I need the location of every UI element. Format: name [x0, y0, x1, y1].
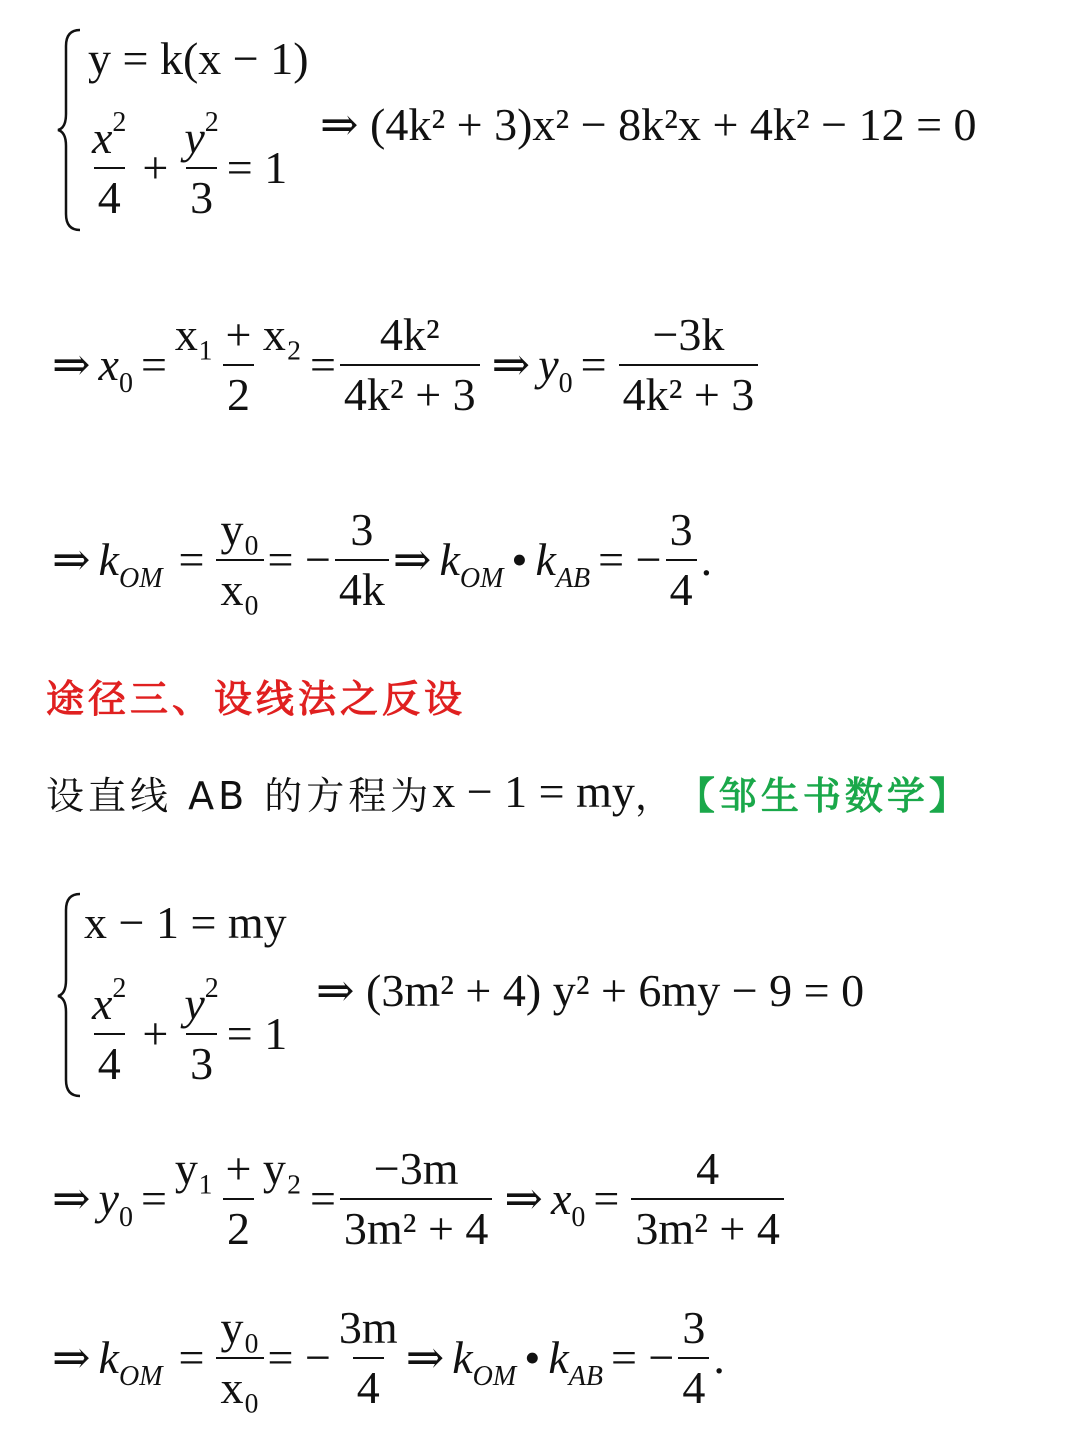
brand-tag: 【邹生书数学】 — [676, 773, 971, 818]
fraction — [216, 504, 263, 615]
math-token: k — [535, 534, 556, 585]
math-token: k — [452, 1332, 473, 1383]
numerator: 3 — [682, 1302, 706, 1353]
math-token: ⇒ (3m² + 4) y² + 6my − 9 = 0 — [316, 965, 865, 1016]
numerator: 4k² — [379, 309, 440, 360]
math-token: • — [524, 1332, 541, 1383]
math-token — [98, 1173, 133, 1233]
subscript: 0 — [118, 368, 133, 399]
superscript: 2 — [112, 973, 127, 1004]
setup-text: 设直线 AB 的方程为 — [46, 773, 433, 818]
numerator — [88, 973, 130, 1033]
math-token: = — [178, 534, 205, 585]
slope-product-line-m — [52, 1296, 725, 1420]
denominator: x₀ — [216, 559, 263, 613]
math-token: y — [184, 978, 205, 1029]
subscript — [569, 1361, 603, 1392]
math-token: ⇒ — [52, 339, 91, 390]
math-token: x − 1 = my — [84, 897, 287, 948]
denominator: 3 — [186, 1033, 217, 1087]
numerator: −3m — [373, 1143, 459, 1194]
numerator: y₀ — [220, 504, 260, 555]
math-token: + — [142, 1008, 169, 1059]
numerator — [88, 107, 130, 167]
fraction — [216, 1302, 263, 1413]
math-token: + — [142, 142, 169, 193]
math-token: . — [700, 534, 713, 585]
math-token: k — [439, 534, 460, 585]
math-token: x — [550, 1173, 572, 1224]
denominator: 4 — [666, 559, 697, 613]
fraction — [335, 504, 389, 615]
quadratic-result-1 — [320, 100, 977, 150]
fraction — [340, 1143, 493, 1254]
math-token — [98, 339, 133, 399]
math-token: ⇒ — [504, 1173, 543, 1224]
subscript — [556, 563, 590, 594]
math-token: OM — [459, 563, 504, 594]
numerator: 4 — [696, 1143, 720, 1194]
subscript — [460, 563, 504, 594]
math-token — [535, 534, 591, 594]
numerator: 3 — [350, 504, 374, 555]
math-token: = — [178, 1332, 205, 1383]
math-token: AB — [568, 1361, 603, 1392]
system-equation-line: y = k(x − 1) — [88, 33, 309, 84]
subscript — [119, 563, 163, 594]
math-token — [98, 534, 163, 594]
superscript: 2 — [204, 973, 219, 1004]
math-token: . — [713, 1332, 725, 1383]
fraction-y0 — [619, 309, 759, 420]
numerator: 3 — [669, 504, 693, 555]
line-equation: x − 1 = my — [432, 766, 635, 817]
math-token: OM — [472, 1361, 517, 1392]
math-token: ⇒ — [392, 534, 432, 585]
denominator: 4k — [335, 559, 389, 613]
subscript: 0 — [118, 1202, 133, 1233]
fraction-sum-x — [171, 309, 306, 420]
math-token: = − — [267, 534, 331, 585]
fraction — [180, 973, 222, 1089]
fraction — [678, 1302, 709, 1413]
math-token: = — [140, 339, 167, 390]
fraction — [171, 1143, 306, 1254]
math-token: = − — [610, 1332, 675, 1383]
subscript: 0 — [558, 368, 573, 399]
math-token: OM — [118, 1361, 163, 1392]
denominator: x₀ — [216, 1357, 263, 1411]
math-token: = − — [267, 1332, 331, 1383]
math-token: = — [309, 339, 336, 390]
setup-sentence — [46, 762, 971, 822]
math-token: = 1 — [226, 142, 288, 193]
math-token: ⇒ — [52, 534, 91, 585]
left-brace-1 — [56, 28, 86, 232]
math-token: AB — [555, 563, 591, 594]
left-brace-2 — [56, 892, 86, 1098]
denominator: 4 — [94, 167, 125, 221]
math-token: = — [580, 339, 607, 390]
math-token: y — [538, 339, 559, 390]
math-token: x — [92, 978, 113, 1029]
denominator: 2 — [223, 364, 254, 418]
math-token: ⇒ — [52, 1332, 91, 1383]
section-heading: 途径三、设线法之反设 — [46, 677, 467, 721]
math-token: x — [98, 339, 119, 390]
math-token: = 1 — [226, 1008, 288, 1059]
math-token — [538, 339, 573, 399]
math-token: ⇒ — [52, 1173, 91, 1224]
subscript: 0 — [571, 1202, 586, 1233]
math-token: OM — [118, 563, 163, 594]
slope-product-line-k — [52, 500, 712, 620]
fraction — [88, 973, 130, 1089]
math-token: k — [98, 1332, 119, 1383]
subscript — [119, 1361, 163, 1392]
math-token: = — [140, 1173, 167, 1224]
brace-path — [58, 894, 80, 1096]
denominator: 3m² + 4 — [631, 1198, 784, 1252]
superscript: 2 — [204, 107, 219, 138]
quadratic-result-2 — [316, 966, 864, 1016]
quadratic-equation: ⇒ (4k² + 3)x² − 8k²x + 4k² − 12 = 0 — [320, 99, 977, 150]
math-token — [452, 1332, 517, 1392]
numerator: 3m — [338, 1302, 398, 1353]
system-line-2 — [84, 898, 287, 948]
math-token: = — [593, 1173, 620, 1224]
fraction — [631, 1143, 784, 1254]
math-token — [550, 1173, 586, 1233]
math-token: ⇒ — [405, 1332, 445, 1383]
fraction-x0 — [340, 309, 480, 420]
math-token: x — [92, 112, 113, 163]
math-token: y — [98, 1173, 119, 1224]
math-token — [548, 1332, 603, 1392]
subscript — [473, 1361, 517, 1392]
math-token: y — [184, 112, 205, 163]
denominator: 4 — [353, 1357, 384, 1411]
numerator — [180, 973, 222, 1033]
math-token: ， — [634, 773, 677, 818]
fraction — [666, 504, 697, 615]
fraction — [335, 1302, 402, 1413]
denominator: 3 — [186, 167, 217, 221]
midpoint-line-m — [52, 1134, 788, 1264]
numerator — [180, 107, 222, 167]
denominator: 3m² + 4 — [340, 1198, 493, 1252]
denominator: 4 — [678, 1357, 709, 1411]
numerator: x₁ + x₂ — [174, 309, 302, 360]
math-token: = − — [598, 534, 662, 585]
math-token: ⇒ — [491, 339, 531, 390]
math-token: k — [548, 1332, 569, 1383]
math-token — [98, 1332, 163, 1392]
brace-path — [58, 30, 80, 230]
math-token: • — [511, 534, 528, 585]
ellipse-equation-1 — [84, 104, 287, 232]
math-token: = — [309, 1173, 336, 1224]
numerator: y₁ + y₂ — [174, 1143, 302, 1194]
midpoint-line-k — [52, 300, 762, 430]
fraction — [180, 107, 222, 223]
denominator: 4k² + 3 — [619, 364, 759, 418]
denominator: 4 — [94, 1033, 125, 1087]
ellipse-equation-2 — [84, 970, 287, 1098]
math-token: k — [98, 534, 119, 585]
numerator: y₀ — [220, 1302, 260, 1353]
fraction — [88, 107, 130, 223]
numerator: −3k — [652, 309, 725, 360]
math-token — [439, 534, 504, 594]
system-line-1 — [88, 34, 309, 84]
denominator: 4k² + 3 — [340, 364, 480, 418]
superscript: 2 — [112, 107, 127, 138]
denominator: 2 — [223, 1198, 254, 1252]
